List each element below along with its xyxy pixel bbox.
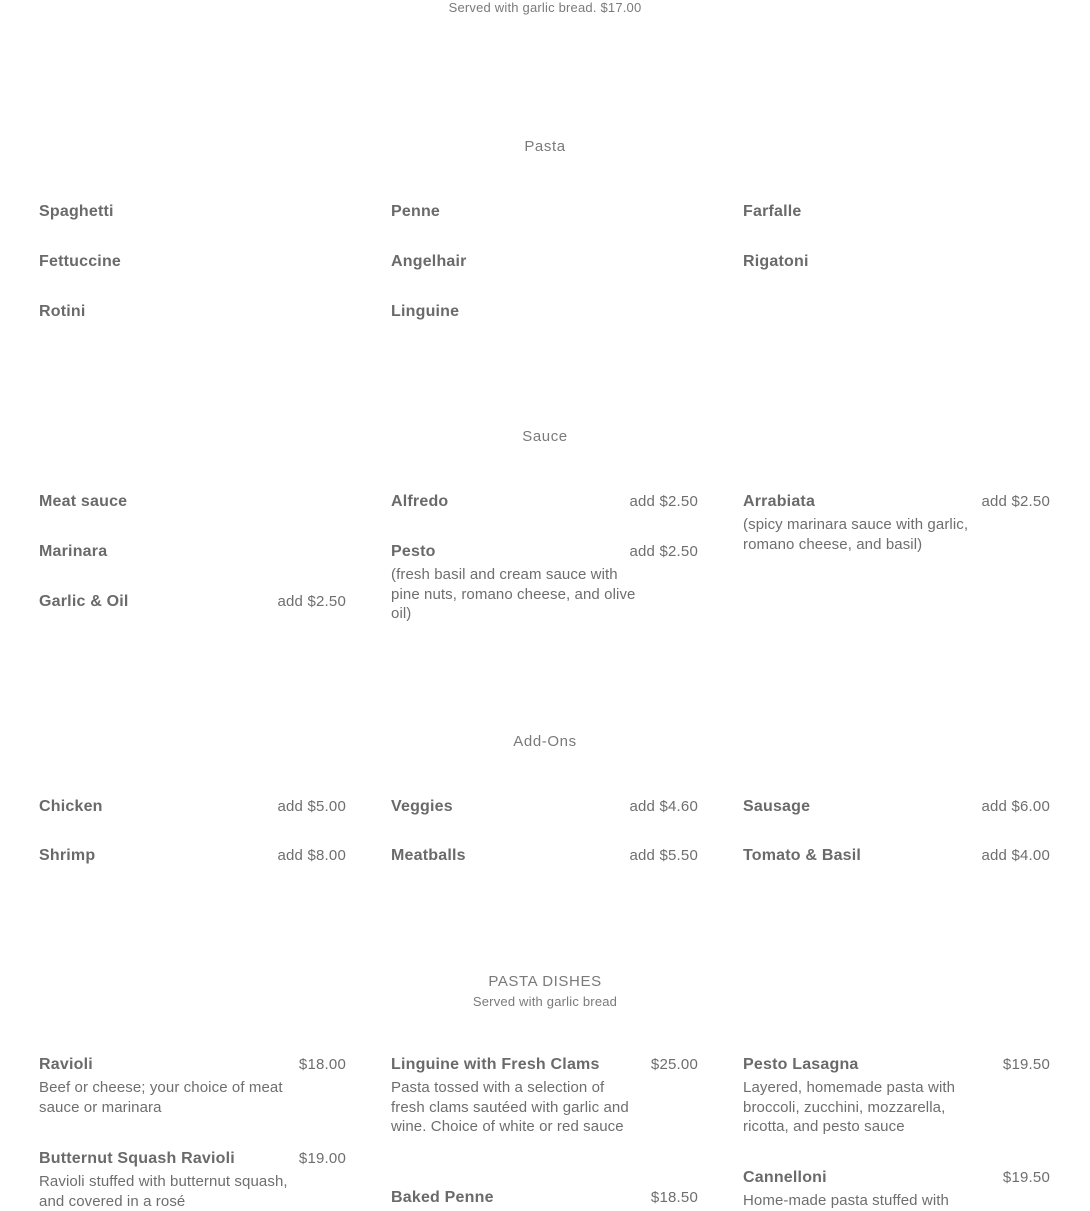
item-name: Linguine with Fresh Clams (391, 1056, 600, 1073)
pasta-item-rotini (39, 303, 346, 321)
dish-item-butternut-squash-ravioli (39, 1150, 346, 1211)
item-description: Ravioli stuffed with butternut squash, and covered in a rosé (39, 1173, 288, 1210)
pasta-item-angelhair (391, 253, 698, 271)
section-title-pasta-dishes: PASTA DISHES (488, 973, 602, 990)
item-name: Linguine (391, 303, 460, 320)
sauce-item-pesto (391, 543, 698, 624)
item-price: add $4.60 (629, 798, 698, 815)
pasta-item-spaghetti (39, 203, 346, 221)
item-description: (spicy marinara sauce with garlic, romano cheese, and basil) (743, 516, 969, 553)
pasta-item-fettuccine (39, 253, 346, 271)
item-description: (fresh basil and cream sauce with pine nuts, romano cheese, and olive oil) (391, 566, 636, 622)
item-name: Fettuccine (39, 253, 122, 270)
previous-item-note: Served with garlic bread. $17.00 (448, 0, 642, 15)
item-name: Veggies (391, 798, 453, 815)
item-name: Chicken (39, 798, 103, 815)
item-name: Rotini (39, 303, 86, 320)
item-name: Farfalle (743, 203, 802, 220)
item-name: Pesto Lasagna (743, 1056, 859, 1073)
sauce-item-garlic-oil (39, 593, 346, 611)
item-name: Pesto (391, 543, 436, 560)
item-price: add $5.00 (277, 798, 346, 815)
addon-item-meatballs (391, 847, 698, 865)
item-name: Cannelloni (743, 1169, 827, 1186)
item-price: $25.00 (650, 1056, 698, 1073)
item-name: Marinara (39, 543, 108, 560)
pasta-item-farfalle (743, 203, 1050, 221)
item-price: add $2.50 (277, 593, 346, 610)
item-name: Alfredo (391, 493, 449, 510)
item-name: Ravioli (39, 1056, 93, 1073)
item-price: add $2.50 (981, 493, 1050, 510)
item-name: Rigatoni (743, 253, 809, 270)
item-name: Arrabiata (743, 493, 816, 510)
item-name: Meat sauce (39, 493, 128, 510)
section-title-sauce: Sauce (522, 428, 568, 445)
item-name: Angelhair (391, 253, 467, 270)
item-price: add $2.50 (629, 493, 698, 510)
sauce-item-arrabiata (743, 493, 1050, 554)
item-description: Pasta tossed with a selection of fresh clams sautéed with garlic and wine. Choice of white or red sauce (391, 1079, 629, 1135)
item-price: add $4.00 (981, 847, 1050, 864)
sauce-item-alfredo (391, 493, 698, 511)
item-price: $18.00 (298, 1056, 346, 1073)
item-description: Layered, homemade pasta with broccoli, zucchini, mozzarella, ricotta, and pesto sauce (743, 1079, 956, 1135)
item-description: Home-made pasta stuffed with (743, 1192, 949, 1209)
item-price: $19.50 (1002, 1056, 1050, 1073)
item-description: Beef or cheese; your choice of meat sauce or marinara (39, 1079, 283, 1116)
item-price: add $2.50 (629, 543, 698, 560)
item-name: Meatballs (391, 847, 466, 864)
sauce-item-meat-sauce (39, 493, 346, 511)
item-name: Butternut Squash Ravioli (39, 1150, 235, 1167)
item-price: $18.50 (650, 1189, 698, 1206)
item-name: Garlic & Oil (39, 593, 129, 610)
section-title-pasta: Pasta (524, 138, 566, 155)
dish-item-cannelloni (743, 1169, 1050, 1211)
item-price: add $6.00 (981, 798, 1050, 815)
pasta-item-rigatoni (743, 253, 1050, 271)
item-price: add $8.00 (277, 847, 346, 864)
item-name: Sausage (743, 798, 811, 815)
item-name: Penne (391, 203, 441, 220)
pasta-item-penne (391, 203, 698, 221)
addon-item-sausage (743, 798, 1050, 816)
addon-item-tomato-basil (743, 847, 1050, 865)
item-name: Tomato & Basil (743, 847, 862, 864)
addon-item-veggies (391, 798, 698, 816)
item-price: add $5.50 (629, 847, 698, 864)
item-name: Spaghetti (39, 203, 114, 220)
item-price: $19.00 (298, 1150, 346, 1167)
item-name: Baked Penne (391, 1189, 494, 1206)
sauce-item-marinara (39, 543, 346, 561)
item-price: $19.50 (1002, 1169, 1050, 1186)
dish-item-linguine-clams (391, 1056, 698, 1137)
dish-item-baked-penne (391, 1189, 698, 1207)
section-subtitle-pasta-dishes: Served with garlic bread (472, 994, 618, 1009)
pasta-item-linguine (391, 303, 698, 321)
addon-item-chicken (39, 798, 346, 816)
addon-item-shrimp (39, 847, 346, 865)
section-title-addons: Add-Ons (513, 733, 577, 750)
dish-item-ravioli (39, 1056, 346, 1117)
dish-item-pesto-lasagna (743, 1056, 1050, 1137)
item-name: Shrimp (39, 847, 96, 864)
